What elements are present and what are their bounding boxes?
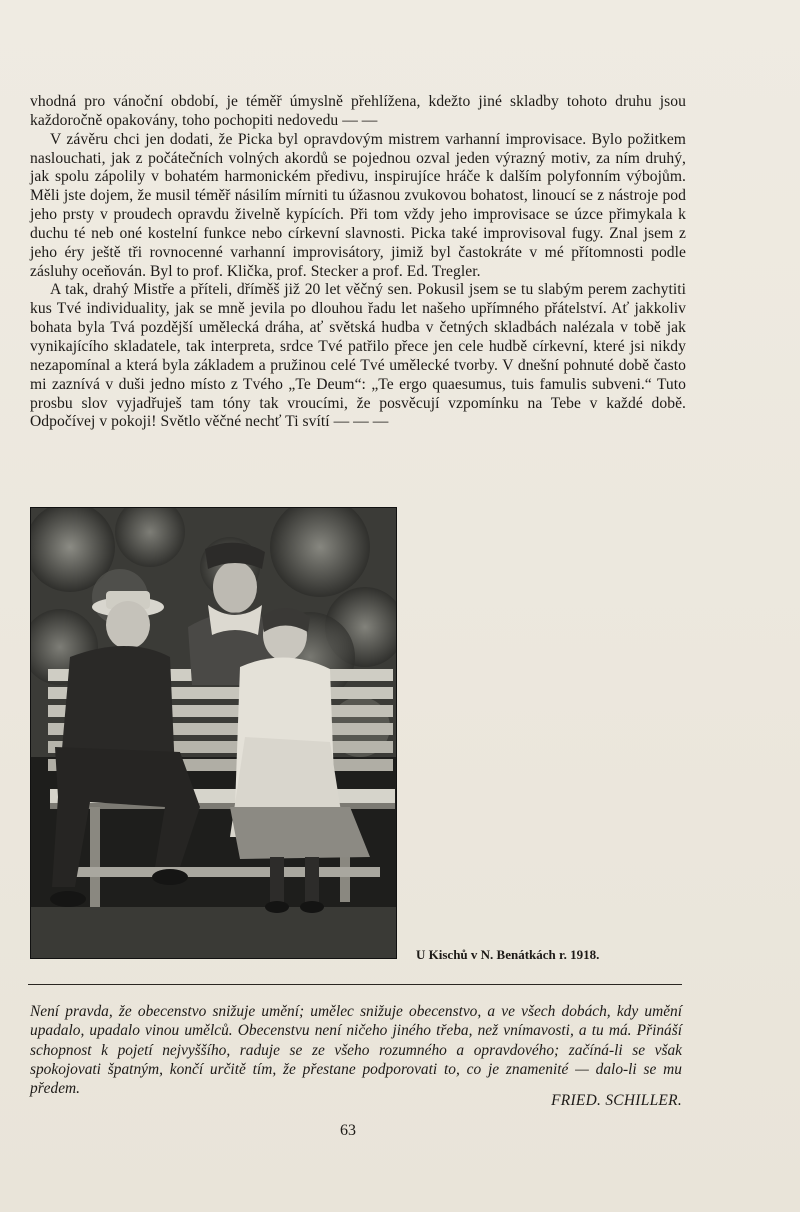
schiller-quote: Není pravda, že obecenstvo snižuje umění; umělec snižuje obecenstvo, a ve všech dobách, kdy umění upadalo, upadalo vinou umělců. Obecenstvu není ničeho jiného třeba, než vnímavosti, a tu má. Přináší schopnost k pojetí nejvyššího, raduje se ze všeho rozumného a opravdového; začíná-li se však spokojovati špatným, končí určitě tím, že přestane podporovati to, co je znamenité — dalo-li se mu předem. (30, 1003, 682, 1098)
divider (28, 984, 682, 985)
photo-image (30, 507, 397, 959)
paragraph-3: A tak, drahý Mistře a příteli, dříměš již 20 let věčný sen. Pokusil jsem se tu slabým perem zachytiti kus Tvé individuality, jak se mně jevila po dlouhou řadu let našeho upřímného přátelství. Ať jakkoliv bohata byla Tvá pozdější umělecká dráha, ať světská hudba v četných skladbách nalézala v tobě jak vynikajícího skladatele, tak interpreta, srdce Tvé patřilo přece jen cele hudbě církevní, které jsi nikdy nezapomínal a která byla základem a pružinou celé Tvé umělecké tvorby. V dnešní pohnuté době často mi zaznívá v duši jedno místo z Tvého „Te Deum“: „Te ergo quaesumus, tuis famulis subveni.“ Tuto prosbu slov vyjadřuješ tam tóny tak vroucími, že posvěcují vzpomínku na Tebe v každé době. Odpočívej v pokoji! Světlo věčné nechť Ti svítí — — — (30, 281, 686, 431)
page-number: 63 (340, 1122, 356, 1139)
paragraph-2: V závěru chci jen dodati, že Picka byl opravdovým mistrem varhanní improvisace. Bylo požitkem naslouchati, jak z počátečních volných akordů se pojednou ozval jeden výrazný motiv, za ním druhý, jak spolu zápolily v bohatém harmonickém předivu, inspirujíce hráče k dalším polyfonním výbojům. Měli jste dojem, že musil téměř násilím mírniti tu úžasnou zvukovou bohatost, linoucí se z nástroje pod jeho prsty v proudech opravdu živelně kypících. Při tom vždy jeho improvisace se úzce přimykala k duchu té neb oné kostelní funkce nebo církevní slavnosti. Picka také improvisoval fugy. Znal jsem z jeho éry ještě tři rovnocenné varhanní improvisátory, jimiž byl častokráte v mé přítomnosti podle zásluhy oceňován. Byl to prof. Klička, prof. Stecker a prof. Ed. Tregler. (30, 130, 686, 280)
paragraph-1: vhodná pro vánoční období, je téměř úmyslně přehlížena, kdežto jiné skladby tohoto druhu jsou každoročně opakovány, toho pochopiti nedovedu — — (30, 93, 686, 129)
photo-caption: U Kischů v N. Benátkách r. 1918. (416, 947, 600, 962)
article-text (30, 93, 686, 432)
quote-author: FRIED. SCHILLER. (551, 1092, 682, 1109)
photograph (30, 507, 397, 959)
